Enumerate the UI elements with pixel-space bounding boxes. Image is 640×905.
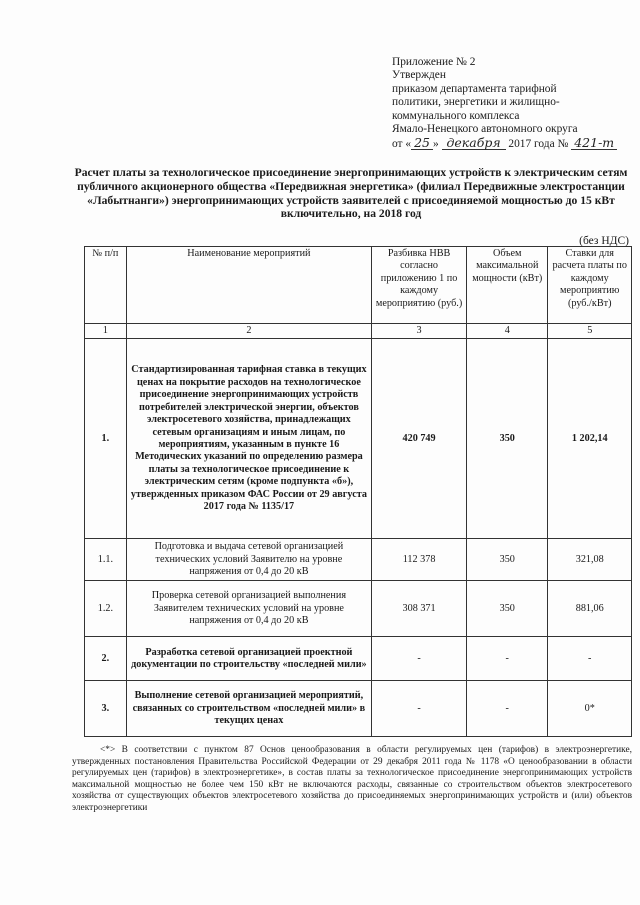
approved-label: Утвержден bbox=[392, 69, 446, 82]
row-num: 1. bbox=[85, 339, 127, 539]
order-line-2: политики, энергетики и жилищно- bbox=[392, 96, 560, 109]
row-nvv: - bbox=[372, 681, 467, 737]
row-nvv: 308 371 bbox=[372, 581, 467, 637]
table-row bbox=[85, 581, 632, 637]
col-number: 5 bbox=[548, 324, 632, 339]
row-name: Стандартизированная тарифная ставка в текущих ценах на покрытие расходов на технологическое присоединение энергопринимающих устройств потребителей электрической энергии, объектов электросетевого хозяйства, принадлежащих сетевым организациям и иным лицам, по мероприятиям, указанным в пункте 16 Методических указаний по определению размера платы за технологическое присоединение к электрическим сетям (кроме подпункта «б»), утвержденных приказом ФАС России от 29 августа 2017 года № 1135/17 bbox=[126, 339, 371, 539]
row-rate: 1 202,14 bbox=[548, 339, 632, 539]
row-name: Выполнение сетевой организацией мероприятий, связанных со строительством «последней мили» в текущих ценах bbox=[126, 681, 371, 737]
table-row bbox=[85, 637, 632, 681]
column-number-row bbox=[85, 324, 632, 339]
row-power: 350 bbox=[467, 581, 548, 637]
header-rate: Ставки для расчета платы по каждому мероприятию (руб./кВт) bbox=[548, 247, 632, 324]
tariff-table bbox=[84, 246, 632, 737]
col-number: 2 bbox=[126, 324, 371, 339]
row-num: 3. bbox=[85, 681, 127, 737]
col-number: 3 bbox=[372, 324, 467, 339]
order-line-1: приказом департамента тарифной bbox=[392, 82, 557, 95]
handwritten-order-number: 421-т bbox=[571, 136, 617, 150]
table-row bbox=[85, 539, 632, 581]
row-power: - bbox=[467, 637, 548, 681]
row-nvv: - bbox=[372, 637, 467, 681]
row-power: - bbox=[467, 681, 548, 737]
date-sep: » bbox=[432, 138, 439, 151]
row-rate: 321,08 bbox=[548, 539, 632, 581]
approval-block bbox=[392, 56, 632, 152]
col-number: 1 bbox=[85, 324, 127, 339]
footnote: <*> В соответствии с пунктом 87 Основ ценообразования в области регулируемых цен (тарифов) в электроэнергетике, утвержденных постановления Правительства Российской Федерации от 29 декабря 2011 года № 1178 «О ценообразовании в области регулируемых цен (тарифов) в электроэнергетике», в состав платы за технологическое присоединение энергопринимающих устройств максимальной мощностью не более чем 150 кВт не включаются расходы, связанные со строительством объектов электросетевого хозяйства от существующих объектов электросетевого хозяйства до присоединяемых энергопринимающих устройств и (или) объектов электроэнергетики bbox=[72, 745, 632, 813]
header-num: № п/п bbox=[85, 247, 127, 324]
document-title: Расчет платы за технологическое присоединение энергопринимающих устройств к электрическим сетям публичного акционерного общества «Передвижная энергетика» (филиал Передвижные электростанции «Лабытнанги») энергопринимающих устройств заявителей с присоединяемой мощностью до 15 кВт включительно, на 2018 год bbox=[74, 166, 628, 221]
order-line-3: коммунального комплекса bbox=[392, 109, 520, 122]
row-power: 350 bbox=[467, 339, 548, 539]
row-num: 2. bbox=[85, 637, 127, 681]
header-power: Объем максимальной мощности (кВт) bbox=[467, 247, 548, 324]
col-number: 4 bbox=[467, 324, 548, 339]
date-year: 2017 года № bbox=[508, 138, 569, 151]
row-nvv: 420 749 bbox=[372, 339, 467, 539]
row-rate: 881,06 bbox=[548, 581, 632, 637]
table-row bbox=[85, 339, 632, 539]
order-line-4: Ямало-Ненецкого автономного округа bbox=[392, 123, 578, 136]
row-name: Проверка сетевой организацией выполнения Заявителем технических условий на уровне напряжения от 0,4 до 20 кВ bbox=[126, 581, 371, 637]
row-power: 350 bbox=[467, 539, 548, 581]
date-prefix: от « bbox=[392, 138, 412, 151]
row-rate: 0* bbox=[548, 681, 632, 737]
row-nvv: 112 378 bbox=[372, 539, 467, 581]
order-date-line bbox=[392, 136, 632, 151]
table-row bbox=[85, 681, 632, 737]
handwritten-day: 25 bbox=[411, 136, 433, 150]
row-num: 1.1. bbox=[85, 539, 127, 581]
appendix-label: Приложение № 2 bbox=[392, 56, 476, 68]
row-rate: - bbox=[548, 637, 632, 681]
header-name: Наименование мероприятий bbox=[126, 247, 371, 324]
header-nvv: Разбивка НВВ согласно приложению 1 по каждому мероприятию (руб.) bbox=[372, 247, 467, 324]
header-row bbox=[85, 247, 632, 324]
vat-note: (без НДС) bbox=[579, 235, 629, 247]
row-name: Разработка сетевой организацией проектной документации по строительству «последней мили» bbox=[126, 637, 371, 681]
row-name: Подготовка и выдача сетевой организацией технических условий Заявителю на уровне напряжения от 0,4 до 20 кВ bbox=[126, 539, 371, 581]
handwritten-month: декабря bbox=[442, 136, 506, 150]
row-num: 1.2. bbox=[85, 581, 127, 637]
